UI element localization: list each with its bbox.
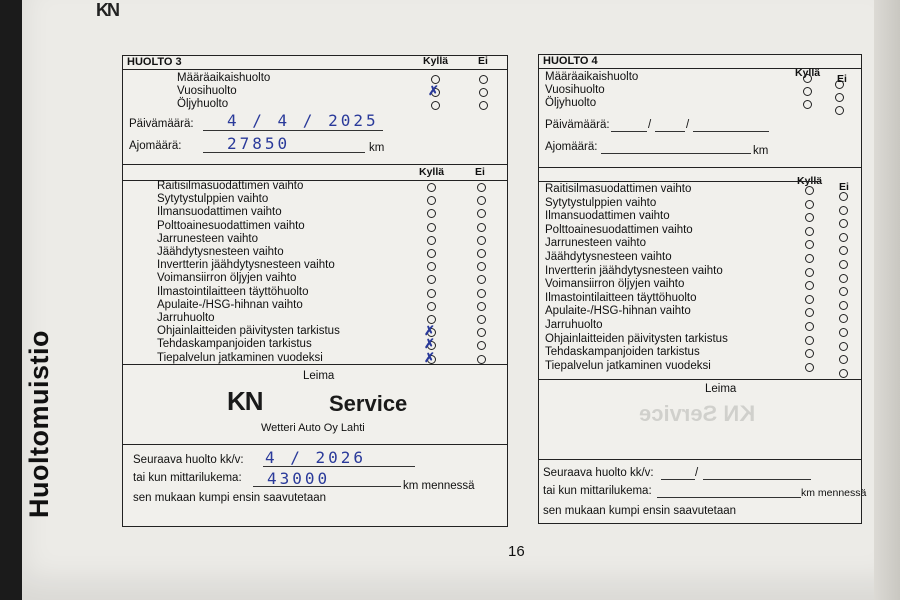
yes-radio[interactable] xyxy=(805,213,814,222)
next-service-label: Seuraava huolto kk/v: xyxy=(543,467,654,479)
no-radio[interactable] xyxy=(477,289,486,298)
no-radio[interactable] xyxy=(839,260,848,269)
date-slash: / xyxy=(648,119,652,131)
yes-radio[interactable] xyxy=(805,295,814,304)
date-slash: / xyxy=(686,119,690,131)
checked-x-mark: ✗ xyxy=(428,83,439,98)
ghost-stamp-bleed: KN Service xyxy=(639,401,756,426)
next-service-year-underline xyxy=(703,479,811,480)
task-row: Ilmastointilaitteen täyttöhuolto xyxy=(157,285,309,298)
divider xyxy=(539,181,821,182)
whichever-text: sen mukaan kumpi ensin saavutetaan xyxy=(133,492,327,504)
no-radio[interactable] xyxy=(839,274,848,283)
service-3-header xyxy=(123,56,507,70)
no-radio[interactable] xyxy=(477,209,486,218)
checked-x-mark: ✗ xyxy=(424,349,435,365)
task-row: Tiepalvelun jatkaminen vuodeksi xyxy=(157,351,323,364)
no-radio[interactable] xyxy=(477,236,486,245)
task-row: Jäähdytysnesteen vaihto xyxy=(545,251,672,263)
yes-radio[interactable] xyxy=(805,200,814,209)
no-radio[interactable] xyxy=(477,183,486,192)
divider xyxy=(539,379,861,380)
service-3-title: HUOLTO 3 xyxy=(127,56,182,68)
kia-logo-stamp: KN xyxy=(227,386,263,416)
yes-radio[interactable] xyxy=(805,308,814,317)
date-year-underline xyxy=(693,131,769,132)
col-no-label: Ei xyxy=(478,55,488,67)
or-mileage-label: tai kun mittarilukema: xyxy=(543,485,652,497)
task-row: Jarruhuolto xyxy=(545,319,603,331)
col-no-label: Ei xyxy=(837,73,847,85)
yes-radio[interactable] xyxy=(427,289,436,298)
col-no-label-2: Ei xyxy=(839,181,849,193)
yes-radio[interactable] xyxy=(431,101,440,110)
divider xyxy=(539,167,861,168)
task-row: Tiepalvelun jatkaminen vuodeksi xyxy=(545,359,711,372)
no-radio[interactable] xyxy=(839,206,848,215)
no-radio[interactable] xyxy=(839,287,848,296)
yes-radio[interactable] xyxy=(427,183,436,192)
date-label: Päivämäärä: xyxy=(129,118,194,130)
task-row: Tehdaskampanjoiden tarkistus xyxy=(545,346,700,359)
whichever-text: sen mukaan kumpi ensin saavutetaan xyxy=(543,505,737,517)
yes-radio[interactable] xyxy=(427,196,436,205)
date-value: 4 / 4 / 2025 xyxy=(227,111,379,130)
kia-logo-top: KN xyxy=(96,0,118,20)
service-type-row: Vuosihuolto xyxy=(177,85,237,97)
task-row: Voimansiirron öljyjen vaihto xyxy=(545,278,685,291)
yes-radio[interactable] xyxy=(805,227,814,236)
yes-radio[interactable] xyxy=(805,254,814,263)
col-yes-label: Kyllä xyxy=(795,67,821,79)
no-radio[interactable] xyxy=(835,106,844,115)
no-radio[interactable] xyxy=(839,328,848,337)
mileage-label: Ajomäärä: xyxy=(129,140,182,152)
no-radio[interactable] xyxy=(839,314,848,323)
no-radio[interactable] xyxy=(477,328,486,337)
page-number: 16 xyxy=(508,543,525,560)
no-radio[interactable] xyxy=(835,80,844,89)
yes-radio[interactable] xyxy=(427,209,436,218)
next-slash: / xyxy=(695,467,699,479)
task-row: Sytytystulppien vaihto xyxy=(157,193,269,206)
yes-radio[interactable] xyxy=(803,74,812,83)
no-radio[interactable] xyxy=(839,192,848,201)
yes-radio[interactable] xyxy=(805,281,814,290)
stamp-dealer-text: Wetteri Auto Oy Lahti xyxy=(261,422,365,434)
col-no-label-2: Ei xyxy=(475,166,485,178)
task-row: Apulaite-/HSG-hihnan vaihto xyxy=(157,298,303,311)
yes-radio[interactable] xyxy=(427,302,436,311)
task-row: Voimansiirron öljyjen vaihto xyxy=(157,272,297,285)
col-yes-label-2: Kyllä xyxy=(797,175,823,187)
km-after-text: km mennessä xyxy=(801,487,867,499)
divider xyxy=(123,364,507,365)
yes-radio[interactable] xyxy=(805,240,814,249)
service-type-row: Määräaikaishuolto xyxy=(545,71,639,83)
or-mileage-underline xyxy=(657,497,801,498)
task-row: Invertterin jäähdytysnesteen vaihto xyxy=(157,259,335,272)
task-row: Raitisilmasuodattimen vaihto xyxy=(157,180,304,192)
stamp-service-text: Service xyxy=(329,391,408,416)
no-radio[interactable] xyxy=(479,88,488,97)
service-type-row: Öljyhuolto xyxy=(177,98,229,110)
task-row: Jarrunesteen vaihto xyxy=(545,237,647,250)
task-row: Polttoainesuodattimen vaihto xyxy=(157,219,305,232)
yes-radio[interactable] xyxy=(427,262,436,271)
task-row: Ilmansuodattimen vaihto xyxy=(157,206,282,219)
col-yes-label: Kyllä xyxy=(423,55,449,67)
yes-radio[interactable] xyxy=(803,87,812,96)
yes-radio[interactable] xyxy=(805,268,814,277)
yes-radio[interactable] xyxy=(803,100,812,109)
task-row: Polttoainesuodattimen vaihto xyxy=(545,223,693,236)
yes-radio[interactable] xyxy=(427,223,436,232)
col-yes-label-2: Kyllä xyxy=(419,166,445,178)
task-row: Sytytystulppien vaihto xyxy=(545,196,657,209)
no-radio[interactable] xyxy=(839,246,848,255)
yes-radio[interactable] xyxy=(805,336,814,345)
divider xyxy=(123,164,507,165)
no-radio[interactable] xyxy=(477,223,486,232)
no-radio[interactable] xyxy=(839,219,848,228)
stamp-label: Leima xyxy=(705,383,737,395)
km-unit: km xyxy=(753,145,769,157)
service-type-row: Vuosihuolto xyxy=(545,84,605,96)
no-radio[interactable] xyxy=(477,315,486,324)
or-mileage-label: tai kun mittarilukema: xyxy=(133,472,242,484)
yes-radio[interactable] xyxy=(805,349,814,358)
no-radio[interactable] xyxy=(477,275,486,284)
yes-radio[interactable] xyxy=(805,322,814,331)
page-edge xyxy=(874,0,900,600)
no-radio[interactable] xyxy=(479,101,488,110)
next-service-value: 4 / 2026 xyxy=(265,448,367,467)
task-row: Tehdaskampanjoiden tarkistus xyxy=(157,338,312,351)
no-radio[interactable] xyxy=(477,196,486,205)
mileage-value: 27850 xyxy=(227,134,291,153)
stamp-label: Leima xyxy=(303,370,335,382)
task-row: Ohjainlaitteiden päivitysten tarkistus xyxy=(157,325,340,338)
service-type-row: Määräaikaishuolto xyxy=(177,72,271,84)
no-radio[interactable] xyxy=(839,233,848,242)
date-label: Päivämäärä: xyxy=(545,119,610,131)
service-type-row: Öljyhuolto xyxy=(545,97,597,109)
next-service-label: Seuraava huolto kk/v: xyxy=(133,454,244,466)
mileage-underline xyxy=(601,153,751,154)
yes-radio[interactable] xyxy=(427,249,436,258)
yes-radio[interactable] xyxy=(805,363,814,372)
task-row: Raitisilmasuodattimen vaihto xyxy=(545,183,692,195)
mileage-label: Ajomäärä: xyxy=(545,141,598,153)
next-service-month-underline xyxy=(661,479,695,480)
km-unit: km xyxy=(369,142,385,154)
yes-radio[interactable] xyxy=(805,186,814,195)
service-4-title: HUOLTO 4 xyxy=(543,55,598,67)
no-radio[interactable] xyxy=(839,342,848,351)
checked-x-mark: ✗ xyxy=(424,336,435,352)
service-4-box xyxy=(538,54,867,524)
task-row: Ohjainlaitteiden päivitysten tarkistus xyxy=(545,332,728,345)
task-row: Jäähdytysnesteen vaihto xyxy=(157,246,284,258)
date-month-underline xyxy=(655,131,685,132)
service-3-box xyxy=(122,55,508,527)
no-radio[interactable] xyxy=(839,355,848,364)
task-row: Ilmansuodattimen vaihto xyxy=(545,210,670,223)
no-radio[interactable] xyxy=(477,262,486,271)
date-underline xyxy=(203,130,383,131)
no-radio[interactable] xyxy=(477,249,486,258)
yes-radio[interactable] xyxy=(427,275,436,284)
yes-radio[interactable] xyxy=(427,236,436,245)
no-radio[interactable] xyxy=(839,369,848,378)
km-after-text: km mennessä xyxy=(403,480,475,492)
task-row: Invertterin jäähdytysnesteen vaihto xyxy=(545,264,723,277)
side-title: Huoltomuistio xyxy=(24,330,54,518)
checked-x-mark: ✗ xyxy=(424,323,435,339)
task-row: Jarrunesteen vaihto xyxy=(157,232,259,245)
divider xyxy=(123,444,507,445)
divider xyxy=(539,459,861,460)
no-radio[interactable] xyxy=(835,93,844,102)
no-radio[interactable] xyxy=(839,301,848,310)
task-row: Ilmastointilaitteen täyttöhuolto xyxy=(545,291,697,304)
task-row: Jarruhuolto xyxy=(157,312,215,324)
no-radio[interactable] xyxy=(477,302,486,311)
date-day-underline xyxy=(611,131,647,132)
or-mileage-value: 43000 xyxy=(267,469,331,488)
no-radio[interactable] xyxy=(479,75,488,84)
no-radio[interactable] xyxy=(477,355,486,364)
task-row: Apulaite-/HSG-hihnan vaihto xyxy=(545,305,691,318)
no-radio[interactable] xyxy=(477,341,486,350)
